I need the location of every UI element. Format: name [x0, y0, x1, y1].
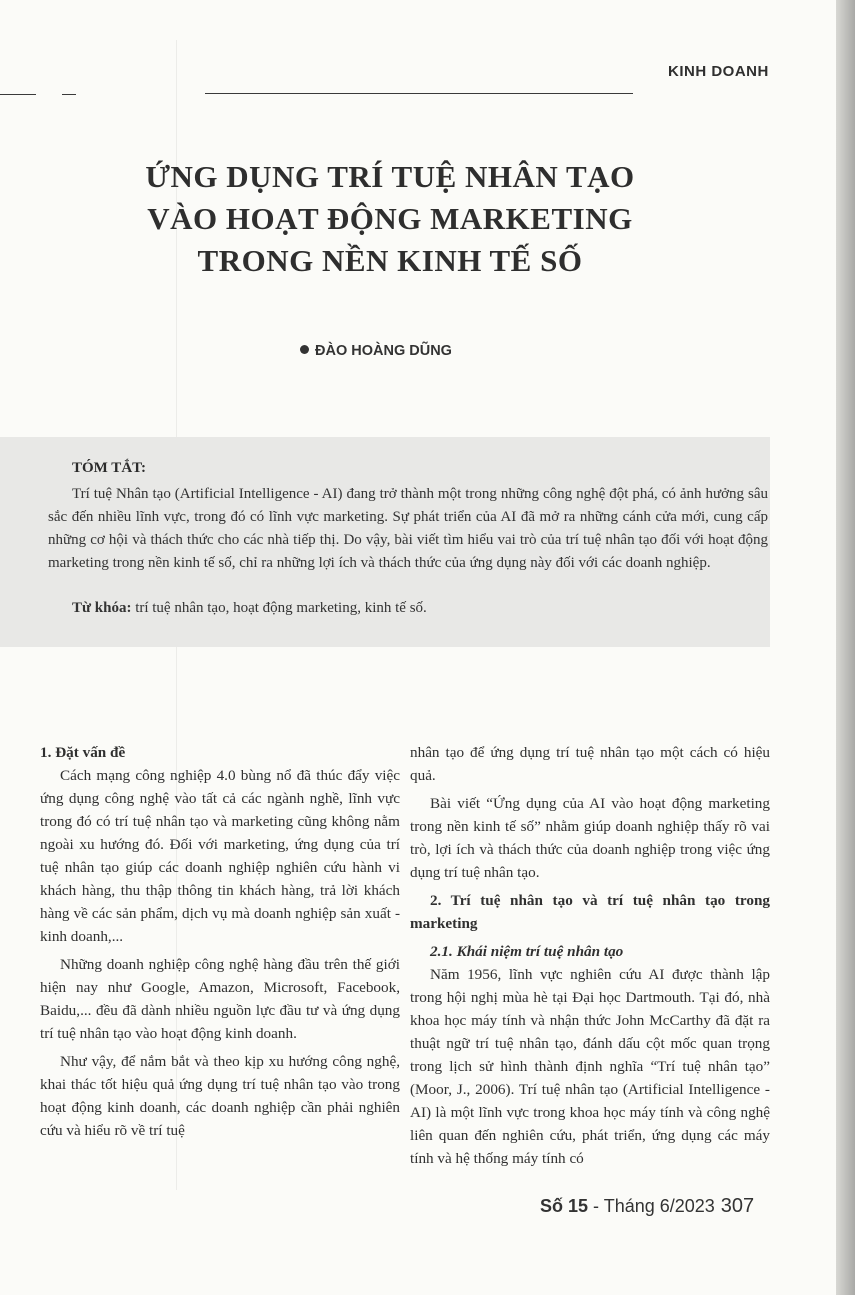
issue-date: - Tháng 6/2023 — [588, 1196, 715, 1216]
keywords-list: trí tuệ nhân tạo, hoạt động marketing, kinh tế số. — [131, 600, 427, 616]
left-paragraph-2: Những doanh nghiệp công nghệ hàng đầu trên thế giới hiện nay như Google, Amazon, Microsoft, Facebook, Baidu,... đều đã dành nhiều nguồn lực đầu tư và ứng dụng trí tuệ nhân tạo vào hoạt động kinh doanh. — [40, 956, 400, 1042]
left-paragraph-3: Như vậy, để nắm bắt và theo kịp xu hướng công nghệ, khai thác tốt hiệu quả ứng dụng trí tuệ nhân tạo vào trong hoạt động kinh doanh, các doanh nghiệp cần phải nghiên cứu và hiểu rõ về trí tuệ — [40, 1053, 400, 1139]
page-edge-shadow — [836, 0, 855, 1295]
section-1-heading: 1. Đặt vấn đề — [40, 744, 126, 761]
right-paragraph-1: Bài viết “Ứng dụng của AI vào hoạt động marketing trong nền kinh tế số” nhằm giúp doanh nghiệp thấy rõ vai trò, lợi ích và thách thức của doanh nghiệp trong việc ứng dụng trí tuệ nhân tạo. — [410, 795, 770, 881]
abstract-text — [48, 483, 768, 575]
right-paragraph-0: nhân tạo để ứng dụng trí tuệ nhân tạo một cách có hiệu quả. — [410, 744, 770, 784]
bullet-icon — [300, 345, 309, 354]
header-rule-main — [205, 93, 633, 94]
abstract-heading: TÓM TẮT: — [72, 460, 147, 476]
keywords-line — [48, 597, 768, 620]
author-name: ĐÀO HOÀNG DŨNG — [315, 343, 452, 359]
issue-number: Số 15 — [540, 1196, 589, 1216]
author-byline — [300, 343, 620, 359]
article-title — [60, 156, 720, 282]
abstract-paragraph: Trí tuệ Nhân tạo (Artificial Intelligence - AI) đang trở thành một trong những công nghệ đột phá, có ảnh hưởng sâu sắc đến nhiều lĩnh vực, trong đó có lĩnh vực marketing. Sự phát triển của AI đã mở ra những cánh cửa mới, cung cấp những cơ hội và thách thức cho các nhà tiếp thị. Do vậy, bài viết tìm hiểu vai trò của trí tuệ nhân tạo đối với hoạt động marketing trong nền kinh tế số, chỉ ra những lợi ích và thách thức của ứng dụng này đối với các doanh nghiệp. — [48, 486, 768, 571]
page-number: 307 — [720, 1195, 755, 1217]
right-column — [410, 741, 770, 1170]
right-paragraph-2: Năm 1956, lĩnh vực nghiên cứu AI được thành lập trong hội nghị mùa hè tại Đại học Dartmouth. Tại đó, nhà khoa học máy tính và nhận thức John McCarthy đã đặt ra thuật ngữ trí tuệ nhân tạo, đánh dấu cột mốc quan trọng trong lịch sử hình thành định nghĩa “Trí tuệ nhân tạo” (Moor, J., 2006). Trí tuệ nhân tạo (Artificial Intelligence - AI) là một lĩnh vực trong khoa học máy tính và công nghệ liên quan đến nghiên cứu, phát triển, ứng dụng các máy tính và hệ thống máy tính có — [410, 966, 770, 1167]
title-line-2: VÀO HOẠT ĐỘNG MARKETING — [147, 201, 633, 236]
keywords-label: Từ khóa: — [72, 600, 132, 616]
page-footer — [540, 1195, 780, 1218]
title-line-1: ỨNG DỤNG TRÍ TUỆ NHÂN TẠO — [145, 159, 635, 194]
header-rule-left-tick — [62, 94, 76, 95]
section-tag: KINH DOANH — [668, 63, 769, 80]
left-column — [40, 741, 400, 1142]
left-paragraph-1: Cách mạng công nghiệp 4.0 bùng nổ đã thúc đẩy việc ứng dụng công nghệ vào tất cả các ngành nghề, lĩnh vực trong đó có trí tuệ nhân tạo và marketing cũng không nằm ngoài xu hướng đó. Đối với marketing, ứng dụng của trí tuệ nhân tạo giúp các doanh nghiệp nghiên cứu hành vi khách hàng, thu thập thông tin khách hàng, trả lời khách hàng về các sản phẩm, dịch vụ mà doanh nghiệp sản xuất - kinh doanh,... — [40, 767, 400, 945]
header-rule-left-short — [0, 94, 36, 95]
section-2-heading: 2. Trí tuệ nhân tạo và trí tuệ nhân tạo trong marketing — [410, 892, 770, 932]
section-2-1-subheading: 2.1. Khái niệm trí tuệ nhân tạo — [430, 943, 624, 960]
title-line-3: TRONG NỀN KINH TẾ SỐ — [197, 243, 583, 278]
